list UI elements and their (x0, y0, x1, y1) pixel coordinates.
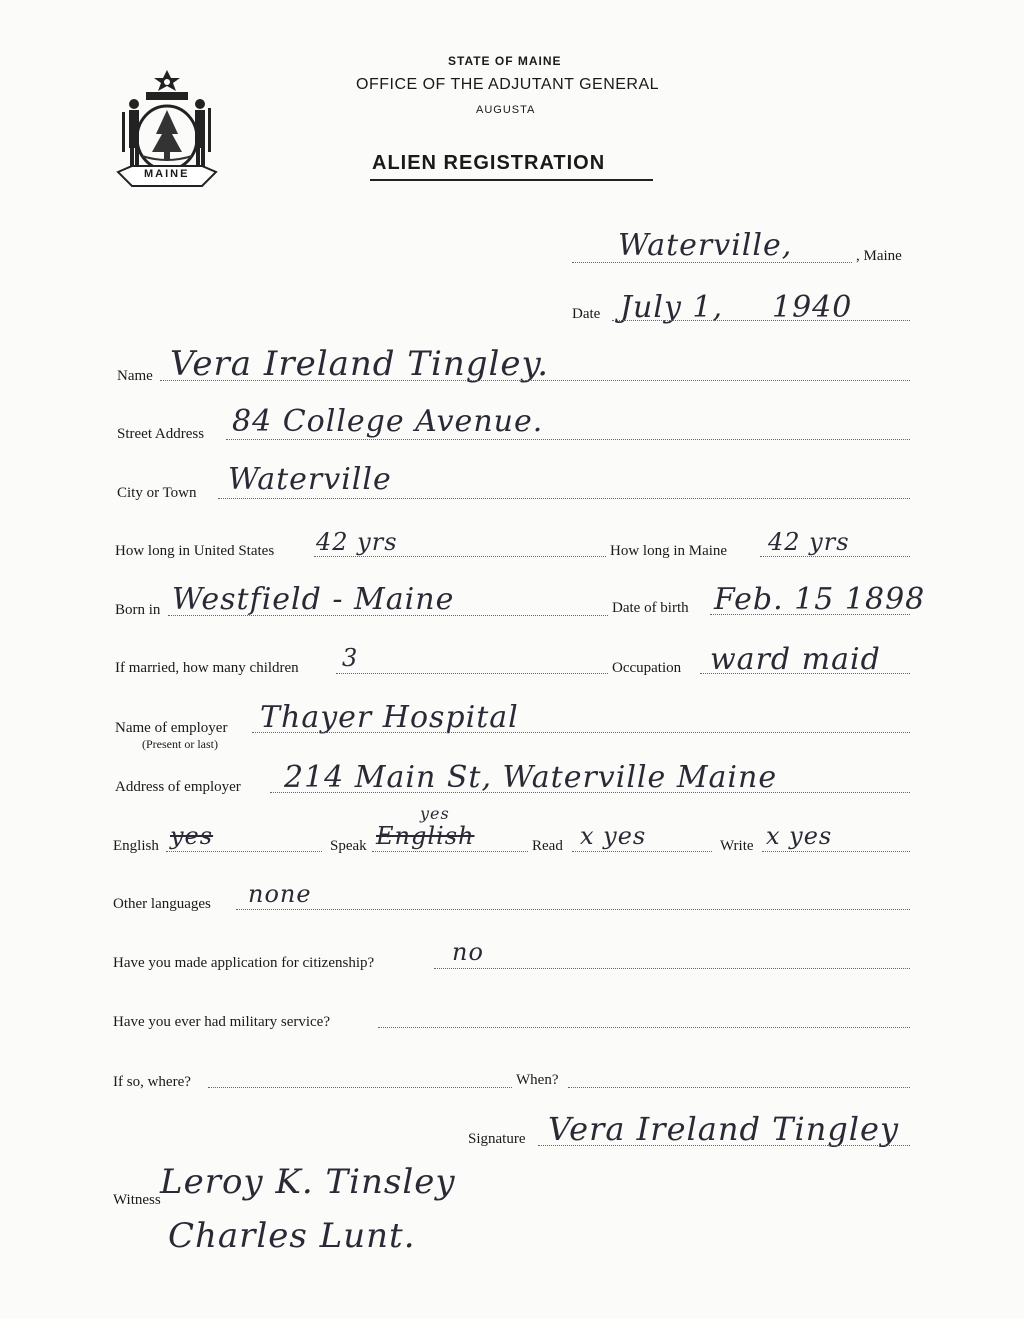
city-line (218, 498, 910, 499)
born-label: Born in (115, 602, 161, 618)
other-languages-label: Other languages (113, 896, 211, 912)
header-state: STATE OF MAINE (448, 54, 562, 68)
read-line (572, 851, 712, 852)
header-office: OFFICE OF THE ADJUTANT GENERAL (356, 76, 660, 93)
years-maine-label: How long in Maine (610, 543, 728, 559)
born-line (168, 615, 608, 616)
employer-label: Name of employer (115, 720, 228, 736)
years-maine-value: 42 yrs (768, 528, 850, 556)
page-title: ALIEN REGISTRATION (372, 152, 606, 174)
street-value: 84 College Avenue. (232, 404, 544, 439)
place-line (572, 262, 852, 263)
write-line (762, 851, 910, 852)
when-label: When? (516, 1072, 559, 1088)
street-label: Street Address (117, 426, 205, 442)
name-label: Name (117, 368, 153, 384)
other-languages-line (236, 909, 910, 910)
citizenship-label: Have you made application for citizenship? (113, 955, 375, 971)
write-label: Write (720, 838, 754, 854)
place-value: Waterville, (618, 228, 793, 263)
military-label: Have you ever had military service? (113, 1014, 330, 1030)
years-us-value: 42 yrs (316, 528, 398, 556)
children-label: If married, how many children (115, 660, 299, 676)
speak-value: English (376, 822, 475, 850)
english-label: English (113, 838, 159, 854)
children-value: 3 (342, 644, 359, 672)
witness-signature-2: Charles Lunt. (168, 1216, 416, 1256)
city-value: Waterville (228, 462, 392, 497)
employer-address-label: Address of employer (115, 779, 241, 795)
employer-value: Thayer Hospital (260, 700, 519, 735)
children-line (336, 673, 608, 674)
speak-label: Speak (330, 838, 367, 854)
where-label: If so, where? (113, 1074, 191, 1090)
date-year: 1940 (772, 290, 853, 325)
dob-label: Date of birth (612, 600, 689, 616)
employer-address-line (270, 792, 910, 793)
seal-label: MAINE (144, 168, 190, 180)
years-us-line (314, 556, 606, 557)
speak-line (372, 851, 528, 852)
signature-line (538, 1145, 910, 1146)
english-value: yes (170, 822, 214, 850)
title-underline (370, 179, 653, 181)
signature-value: Vera Ireland Tingley (548, 1110, 900, 1148)
witness-signature-1: Leroy K. Tinsley (160, 1162, 456, 1202)
occupation-label: Occupation (612, 660, 682, 676)
street-line (226, 439, 910, 440)
date-value: July 1, (620, 290, 724, 325)
date-label: Date (572, 306, 601, 322)
name-value: Vera Ireland Tingley. (170, 344, 550, 384)
header-city: AUGUSTA (476, 104, 536, 116)
born-value: Westfield - Maine (172, 582, 455, 617)
years-us-label: How long in United States (115, 543, 275, 559)
dob-value: Feb. 15 1898 (714, 582, 926, 617)
read-value: x yes (580, 822, 647, 850)
years-maine-line (760, 556, 910, 557)
witness-label: Witness (113, 1192, 161, 1208)
write-value: x yes (766, 822, 833, 850)
citizenship-line (434, 968, 910, 969)
employer-address-value: 214 Main St, Waterville Maine (284, 760, 778, 795)
dob-line (710, 614, 910, 615)
military-line (378, 1027, 910, 1028)
occupation-value: ward maid (710, 642, 881, 677)
occupation-line (700, 673, 910, 674)
speak-above: yes (420, 804, 450, 823)
where-line (208, 1087, 512, 1088)
state-seal-icon (112, 68, 222, 190)
employer-line (252, 732, 910, 733)
place-suffix: , Maine (856, 248, 902, 264)
name-line (160, 380, 910, 381)
date-line (612, 320, 910, 321)
when-line (568, 1087, 910, 1088)
citizenship-value: no (452, 938, 484, 966)
employer-sublabel: (Present or last) (142, 737, 218, 751)
city-label: City or Town (117, 485, 197, 501)
read-label: Read (532, 838, 563, 854)
other-languages-value: none (248, 880, 312, 908)
signature-label: Signature (468, 1131, 526, 1147)
english-line (166, 851, 322, 852)
